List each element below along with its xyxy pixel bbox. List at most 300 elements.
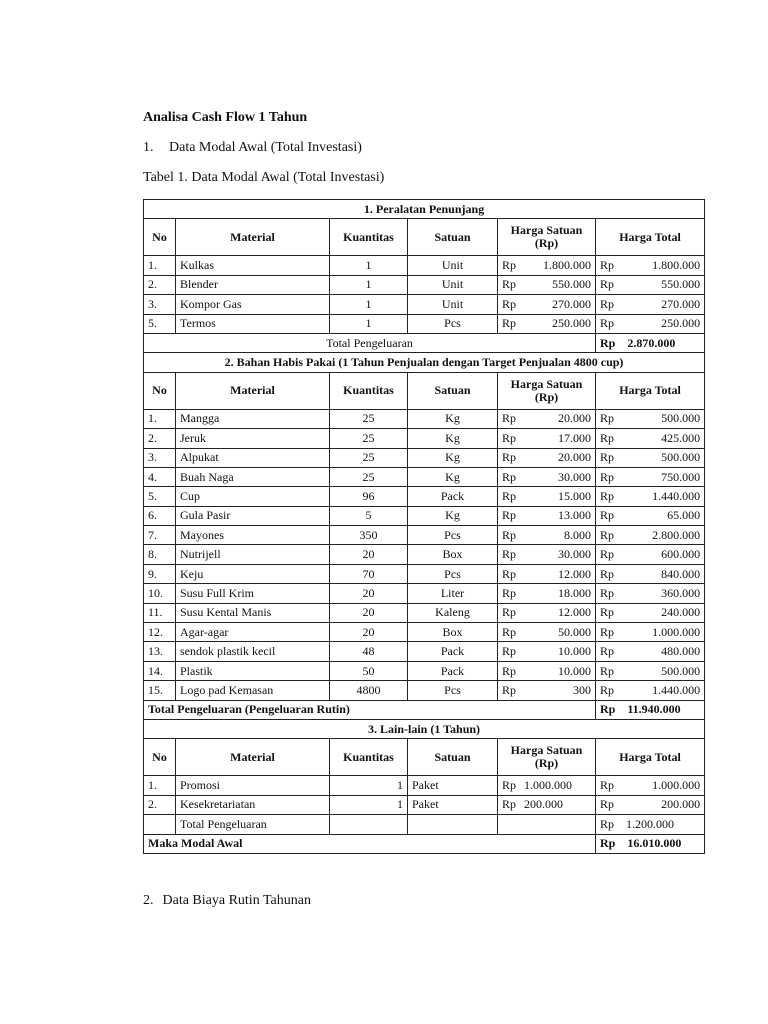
money-value (600, 259, 700, 272)
money-value (600, 412, 700, 425)
table-row (144, 275, 705, 294)
money-value (600, 317, 700, 330)
row-qty: 1 (330, 295, 408, 314)
currency-label: Rp (502, 527, 517, 542)
row-qty: 1 (330, 256, 408, 275)
table-row (144, 584, 705, 603)
money-value (600, 337, 700, 350)
row-unit: Unit (408, 295, 498, 314)
row-price (498, 256, 596, 275)
header-harga-total: Harga Total (596, 372, 705, 409)
amount: 50.000 (558, 624, 591, 639)
row-price (498, 642, 596, 661)
amount: 500.000 (661, 450, 701, 465)
row-material: Cup (176, 487, 330, 506)
row-price (498, 776, 596, 795)
money-value (600, 568, 700, 581)
money-value (600, 626, 700, 639)
section-heading-2 (143, 893, 311, 909)
header-harga-satuan: Harga Satuan (Rp) (498, 739, 596, 776)
row-total (596, 467, 705, 486)
currency-label: Rp (502, 316, 517, 331)
row-unit: Kg (408, 506, 498, 525)
row-price (498, 603, 596, 622)
currency-label: Rp (502, 296, 517, 311)
money-value (502, 471, 591, 484)
currency-label: Rp (502, 663, 517, 678)
row-price (498, 545, 596, 564)
row-price (498, 448, 596, 467)
row-total (596, 661, 705, 680)
money-value (502, 278, 591, 291)
amount: 270.000 (661, 296, 701, 311)
row-price (498, 487, 596, 506)
row-qty: 20 (330, 545, 408, 564)
row-material: Logo pad Kemasan (176, 681, 330, 700)
section-label: Data Modal Awal (Total Investasi) (169, 140, 362, 155)
money-value (502, 568, 591, 581)
row-material: Blender (176, 275, 330, 294)
table-row (144, 795, 705, 814)
row-no: 14. (144, 661, 176, 680)
row-no: 7. (144, 526, 176, 545)
currency-label: Rp (502, 450, 517, 465)
amount: 480.000 (661, 644, 701, 659)
row-total (596, 409, 705, 428)
currency-label: Rp (600, 644, 615, 659)
row-no: 11. (144, 603, 176, 622)
currency-label: Rp (600, 547, 615, 562)
section-label: Data Biaya Rutin Tahunan (162, 893, 311, 908)
currency-label: Rp (502, 778, 517, 793)
currency-label: Rp (502, 277, 517, 292)
currency-label: Rp (600, 624, 615, 639)
row-qty: 50 (330, 661, 408, 680)
currency-label: Rp (600, 682, 615, 697)
money-value (600, 548, 700, 561)
row-no: 6. (144, 506, 176, 525)
money-value (502, 451, 591, 464)
row-material: sendok plastik kecil (176, 642, 330, 661)
header-material: Material (176, 219, 330, 256)
amount: 12.000 (558, 605, 591, 620)
amount: 10.000 (558, 644, 591, 659)
row-price (498, 467, 596, 486)
row-unit: Kg (408, 448, 498, 467)
amount: 16.010.000 (627, 836, 682, 851)
table-header-row (144, 372, 705, 409)
row-unit: Pcs (408, 564, 498, 583)
amount: 1.000.000 (652, 778, 701, 793)
header-material: Material (176, 739, 330, 776)
row-material: Susu Kental Manis (176, 603, 330, 622)
row-no: 4. (144, 467, 176, 486)
money-value (502, 529, 591, 542)
money-value (600, 529, 700, 542)
header-no: No (144, 372, 176, 409)
modal-awal-table (143, 199, 705, 854)
row-material: Kesekretariatan (176, 795, 330, 814)
group-title: 2. Bahan Habis Pakai (1 Tahun Penjualan dengan Target Penjualan 4800 cup) (144, 353, 705, 372)
row-no: 2. (144, 275, 176, 294)
money-value (600, 471, 700, 484)
money-value (600, 837, 700, 850)
currency-label: Rp (600, 277, 615, 292)
currency-label: Rp (502, 605, 517, 620)
amount: 550.000 (661, 277, 701, 292)
row-unit: Unit (408, 275, 498, 294)
row-qty: 20 (330, 623, 408, 642)
row-total (596, 623, 705, 642)
row-unit: Unit (408, 256, 498, 275)
currency-label: Rp (502, 566, 517, 581)
table-row (144, 661, 705, 680)
row-total (596, 564, 705, 583)
money-value (600, 298, 700, 311)
row-no: 3. (144, 295, 176, 314)
row-unit: Pack (408, 642, 498, 661)
header-satuan: Satuan (408, 372, 498, 409)
header-harga-total: Harga Total (596, 219, 705, 256)
group-total-label: Total Pengeluaran (Pengeluaran Rutin) (144, 700, 596, 719)
row-material: Mangga (176, 409, 330, 428)
money-value (502, 412, 591, 425)
header-material: Material (176, 372, 330, 409)
amount: 11.940.000 (627, 702, 681, 717)
table-row (144, 409, 705, 428)
table-row (144, 564, 705, 583)
row-price (498, 275, 596, 294)
row-total (596, 506, 705, 525)
row-material: Buah Naga (176, 467, 330, 486)
row-material: Plastik (176, 661, 330, 680)
money-value (502, 665, 591, 678)
row-unit: Kg (408, 467, 498, 486)
currency-label: Rp (600, 527, 615, 542)
row-qty: 25 (330, 409, 408, 428)
row-total (596, 256, 705, 275)
table-row (144, 642, 705, 661)
currency-label: Rp (600, 605, 615, 620)
row-no: 3. (144, 448, 176, 467)
table-row (144, 526, 705, 545)
currency-label: Rp (502, 797, 517, 812)
amount: 18.000 (558, 585, 591, 600)
money-value (502, 779, 591, 792)
row-total (596, 448, 705, 467)
row-qty: 1 (330, 776, 408, 795)
header-harga-total: Harga Total (596, 739, 705, 776)
amount: 17.000 (558, 430, 591, 445)
row-material: Agar-agar (176, 623, 330, 642)
row-material: Termos (176, 314, 330, 333)
currency-label: Rp (600, 469, 615, 484)
currency-label: Rp (600, 296, 615, 311)
row-qty: 96 (330, 487, 408, 506)
money-value (600, 645, 700, 658)
header-satuan: Satuan (408, 219, 498, 256)
amount: 1.000.000 (652, 624, 701, 639)
row-material: Nutrijell (176, 545, 330, 564)
group-total-row (144, 700, 705, 719)
row-price (498, 584, 596, 603)
row-price (498, 314, 596, 333)
row-unit: Pcs (408, 681, 498, 700)
table-row (144, 448, 705, 467)
money-value (502, 798, 591, 811)
row-material: Alpukat (176, 448, 330, 467)
amount: 270.000 (552, 296, 591, 311)
amount: 360.000 (661, 585, 701, 600)
money-value (502, 548, 591, 561)
row-no: 1. (144, 409, 176, 428)
currency-label: Rp (600, 663, 615, 678)
row-material: Susu Full Krim (176, 584, 330, 603)
row-material: Gula Pasir (176, 506, 330, 525)
document-title: Analisa Cash Flow 1 Tahun (143, 110, 308, 125)
money-value (600, 818, 700, 831)
row-price (498, 506, 596, 525)
table-row (144, 487, 705, 506)
amount: 200.000 (524, 797, 564, 812)
row-unit: Kaleng (408, 603, 498, 622)
row-no: 2. (144, 429, 176, 448)
row-price (498, 429, 596, 448)
currency-label: Rp (600, 488, 615, 503)
amount: 600.000 (661, 547, 701, 562)
currency-label: Rp (600, 566, 615, 581)
currency-label: Rp (502, 258, 517, 273)
group-total-value (596, 333, 705, 352)
group-total-label: Total Pengeluaran (176, 815, 330, 834)
table-row (144, 429, 705, 448)
currency-label: Rp (502, 411, 517, 426)
table-header-row (144, 219, 705, 256)
amount: 2.870.000 (627, 335, 676, 350)
row-unit: Liter (408, 584, 498, 603)
money-value (600, 278, 700, 291)
currency-label: Rp (502, 547, 517, 562)
currency-label: Rp (600, 585, 615, 600)
row-material: Mayones (176, 526, 330, 545)
row-no: 1. (144, 256, 176, 275)
row-qty: 25 (330, 467, 408, 486)
row-qty: 4800 (330, 681, 408, 700)
money-value (502, 645, 591, 658)
group-title-row (144, 353, 705, 372)
row-unit: Box (408, 545, 498, 564)
grand-total-row (144, 834, 705, 853)
money-value (600, 451, 700, 464)
amount: 13.000 (558, 508, 591, 523)
amount: 250.000 (552, 316, 591, 331)
header-kuantitas: Kuantitas (330, 739, 408, 776)
money-value (600, 779, 700, 792)
row-unit: Paket (408, 776, 498, 795)
row-total (596, 642, 705, 661)
group-total-spacer-price (498, 815, 596, 834)
amount: 840.000 (661, 566, 701, 581)
table-row (144, 467, 705, 486)
row-unit: Pcs (408, 526, 498, 545)
table-row (144, 681, 705, 700)
money-value (600, 509, 700, 522)
table-header-row (144, 739, 705, 776)
row-qty: 1 (330, 314, 408, 333)
group-total-row (144, 815, 705, 834)
amount: 1.000.000 (524, 778, 573, 793)
amount: 500.000 (661, 411, 701, 426)
amount: 1.440.000 (652, 488, 701, 503)
row-no: 10. (144, 584, 176, 603)
amount: 200.000 (661, 797, 701, 812)
amount: 10.000 (558, 663, 591, 678)
amount: 425.000 (661, 430, 701, 445)
group-title-row (144, 719, 705, 738)
amount: 30.000 (558, 547, 591, 562)
group-total-spacer-qty (330, 815, 408, 834)
row-unit: Kg (408, 409, 498, 428)
currency-label: Rp (502, 469, 517, 484)
amount: 20.000 (558, 450, 591, 465)
money-value (600, 432, 700, 445)
money-value (502, 626, 591, 639)
money-value (502, 606, 591, 619)
row-no: 15. (144, 681, 176, 700)
row-total (596, 526, 705, 545)
amount: 65.000 (667, 508, 701, 523)
currency-label: Rp (600, 702, 616, 717)
row-total (596, 429, 705, 448)
row-material: Kulkas (176, 256, 330, 275)
amount: 1.800.000 (652, 258, 701, 273)
row-material: Keju (176, 564, 330, 583)
amount: 8.000 (564, 527, 591, 542)
amount: 250.000 (661, 316, 701, 331)
group-title: 1. Peralatan Penunjang (144, 200, 705, 219)
currency-label: Rp (600, 836, 616, 851)
table-caption: Tabel 1. Data Modal Awal (Total Investasi) (143, 170, 385, 185)
money-value (600, 490, 700, 503)
row-no: 5. (144, 314, 176, 333)
row-unit: Box (408, 623, 498, 642)
row-price (498, 661, 596, 680)
currency-label: Rp (502, 508, 517, 523)
amount: 1.200.000 (626, 816, 675, 831)
currency-label: Rp (502, 644, 517, 659)
currency-label: Rp (600, 778, 615, 793)
currency-label: Rp (502, 430, 517, 445)
row-price (498, 795, 596, 814)
amount: 500.000 (661, 663, 701, 678)
header-kuantitas: Kuantitas (330, 219, 408, 256)
header-harga-satuan: Harga Satuan (Rp) (498, 372, 596, 409)
currency-label: Rp (600, 411, 615, 426)
row-total (596, 584, 705, 603)
row-price (498, 623, 596, 642)
amount: 20.000 (558, 411, 591, 426)
currency-label: Rp (502, 585, 517, 600)
amount: 15.000 (558, 488, 591, 503)
row-qty: 25 (330, 429, 408, 448)
row-unit: Pack (408, 661, 498, 680)
money-value (600, 703, 700, 716)
row-price (498, 409, 596, 428)
row-qty: 25 (330, 448, 408, 467)
section-heading-1 (143, 140, 362, 156)
row-price (498, 526, 596, 545)
header-kuantitas: Kuantitas (330, 372, 408, 409)
row-unit: Kg (408, 429, 498, 448)
money-value (502, 317, 591, 330)
money-value (600, 587, 700, 600)
row-no: 13. (144, 642, 176, 661)
money-value (502, 684, 591, 697)
grand-total-label: Maka Modal Awal (144, 834, 596, 853)
amount: 300 (573, 682, 591, 697)
row-qty: 70 (330, 564, 408, 583)
amount: 12.000 (558, 566, 591, 581)
group-title: 3. Lain-lain (1 Tahun) (144, 719, 705, 738)
table-row (144, 314, 705, 333)
header-no: No (144, 739, 176, 776)
currency-label: Rp (600, 258, 615, 273)
table-row (144, 776, 705, 795)
row-no: 5. (144, 487, 176, 506)
row-total (596, 275, 705, 294)
section-number: 2. (143, 893, 154, 908)
row-no: 1. (144, 776, 176, 795)
table-row (144, 256, 705, 275)
grand-total-value (596, 834, 705, 853)
row-no: 12. (144, 623, 176, 642)
row-material: Jeruk (176, 429, 330, 448)
money-value (600, 606, 700, 619)
header-satuan: Satuan (408, 739, 498, 776)
row-total (596, 545, 705, 564)
currency-label: Rp (600, 316, 615, 331)
row-total (596, 681, 705, 700)
currency-label: Rp (600, 797, 615, 812)
header-no: No (144, 219, 176, 256)
amount: 2.800.000 (652, 527, 701, 542)
amount: 240.000 (661, 605, 701, 620)
row-qty: 1 (330, 795, 408, 814)
group-total-value (596, 700, 705, 719)
row-material: Promosi (176, 776, 330, 795)
row-no: 2. (144, 795, 176, 814)
row-no: 9. (144, 564, 176, 583)
row-unit: Pack (408, 487, 498, 506)
currency-label: Rp (502, 682, 517, 697)
row-qty: 20 (330, 584, 408, 603)
table-row (144, 623, 705, 642)
group-total-label: Total Pengeluaran (144, 333, 596, 352)
currency-label: Rp (600, 430, 615, 445)
currency-label: Rp (600, 450, 615, 465)
row-qty: 48 (330, 642, 408, 661)
row-total (596, 314, 705, 333)
money-value (502, 259, 591, 272)
row-total (596, 295, 705, 314)
table-row (144, 545, 705, 564)
row-qty: 1 (330, 275, 408, 294)
amount: 30.000 (558, 469, 591, 484)
money-value (502, 587, 591, 600)
section-number: 1. (143, 140, 154, 155)
amount: 1.800.000 (543, 258, 591, 273)
money-value (502, 509, 591, 522)
